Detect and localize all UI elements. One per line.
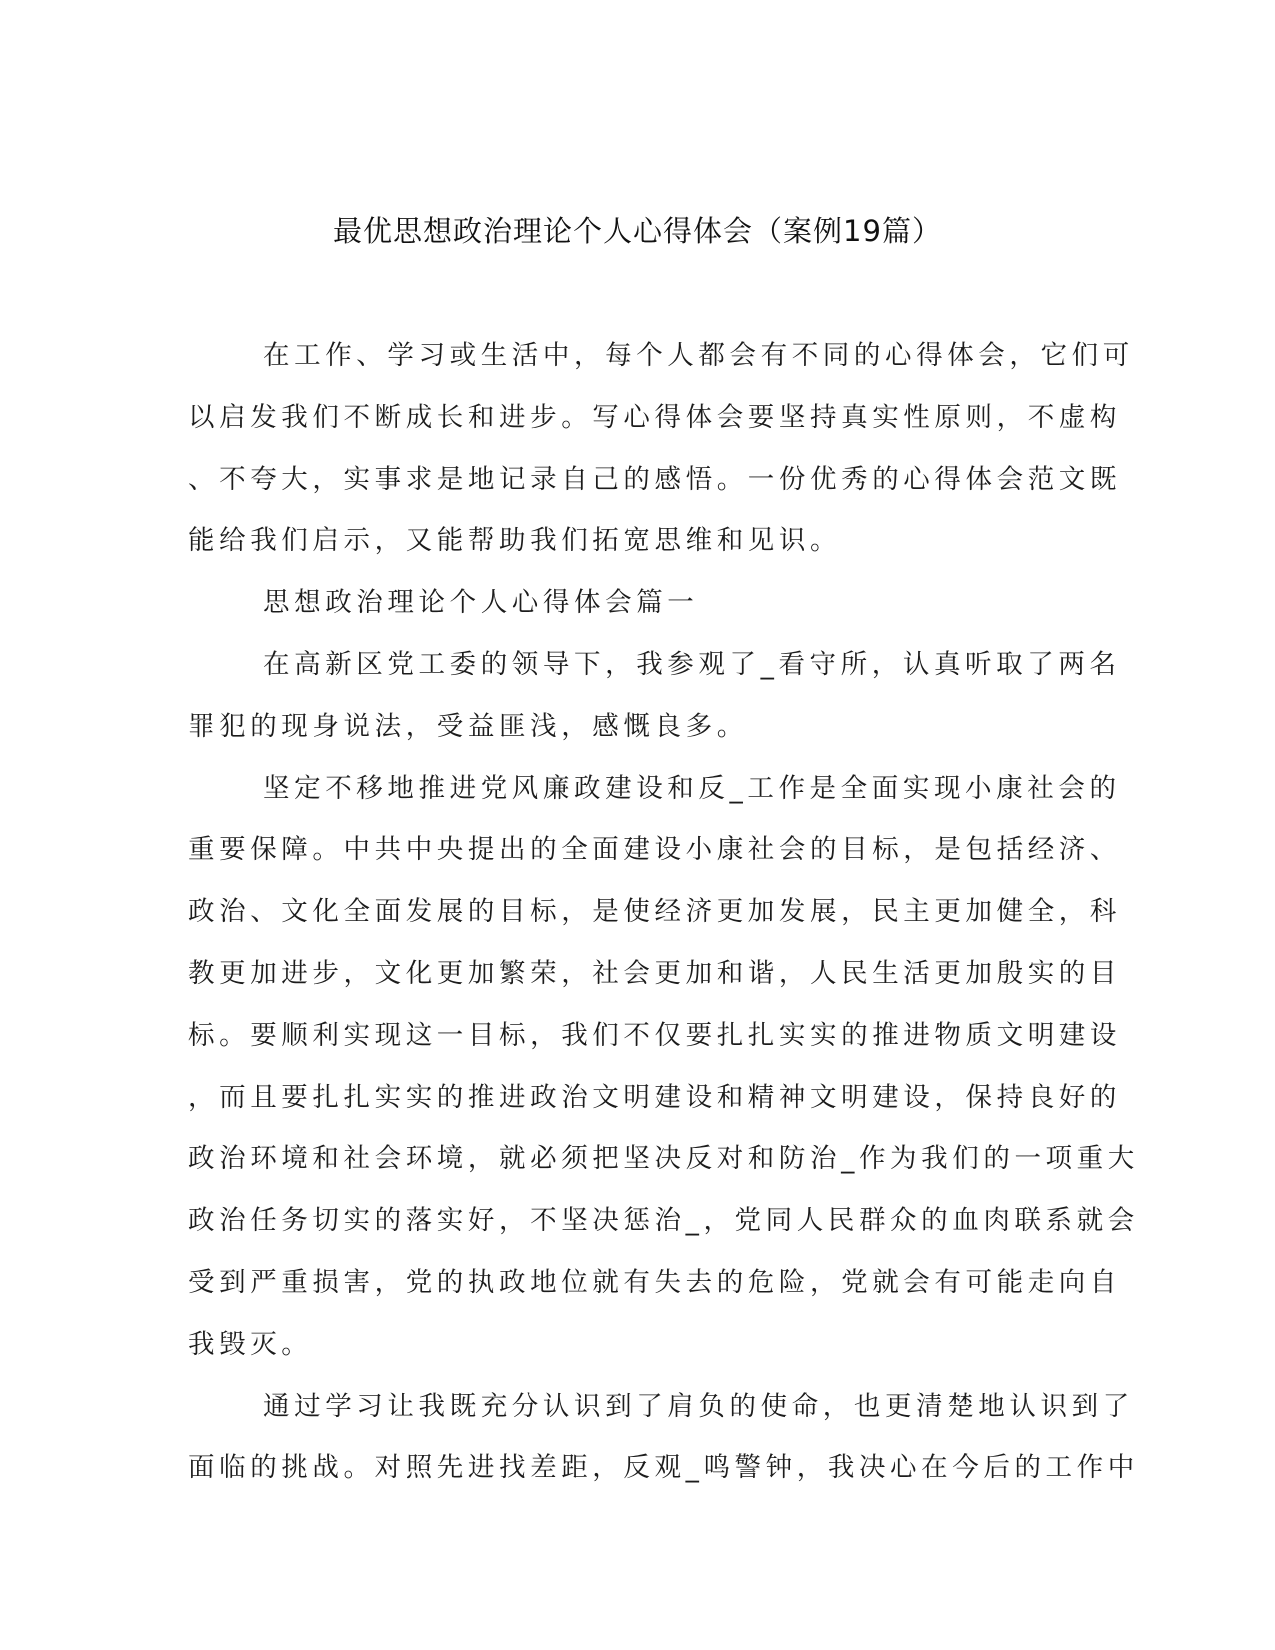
paragraph-line: 政治、文化全面发展的目标，是使经济更加发展，民主更加健全，科 [188,896,1121,928]
paragraph-line: 面临的挑战。对照先进找差距，反观_鸣警钟，我决心在今后的工作中 [188,1452,1139,1484]
paragraph-line: 标。要顺利实现这一目标，我们不仅要扎扎实实的推进物质文明建设 [188,1019,1121,1051]
paragraph-line: ，而且要扎扎实实的推进政治文明建设和精神文明建设，保持良好的 [188,1081,1121,1113]
paragraph-line: 政治任务切实的落实好，不坚决惩治_，党同人民群众的血肉联系就会 [188,1205,1139,1237]
paragraph-line: 教更加进步，文化更加繁荣，社会更加和谐，人民生活更加殷实的目 [188,957,1121,989]
paragraph-line: 受到严重损害，党的执政地位就有失去的危险，党就会有可能走向自 [188,1266,1121,1298]
paragraph-line: 通过学习让我既充分认识到了肩负的使命，也更清楚地认识到了 [263,1390,1134,1422]
paragraph-line: 在高新区党工委的领导下，我参观了_看守所，认真听取了两名 [263,648,1121,680]
section-heading: 思想政治理论个人心得体会篇一 [263,587,699,619]
document-title: 最优思想政治理论个人心得体会（案例19篇） [333,214,942,248]
paragraph-line: 在工作、学习或生活中，每个人都会有不同的心得体会，它们可 [263,340,1134,371]
paragraph-line: 坚定不移地推进党风廉政建设和反_工作是全面实现小康社会的 [263,772,1121,804]
document-body [188,325,1139,1499]
paragraph-line: 、不夸大，实事求是地记录自己的感悟。一份优秀的心得体会范文既 [188,463,1121,495]
paragraph-line: 我毁灭。 [188,1328,313,1360]
paragraph-line: 能给我们启示，又能帮助我们拓宽思维和见识。 [188,525,842,557]
paragraph-line: 政治环境和社会环境，就必须把坚决反对和防治_作为我们的一项重大 [188,1143,1139,1175]
paragraph-line: 罪犯的现身说法，受益匪浅，感慨良多。 [188,710,748,742]
paragraph-line: 以启发我们不断成长和进步。写心得体会要坚持真实性原则，不虚构 [188,401,1121,433]
paragraph-line: 重要保障。中共中央提出的全面建设小康社会的目标，是包括经济、 [188,834,1121,866]
